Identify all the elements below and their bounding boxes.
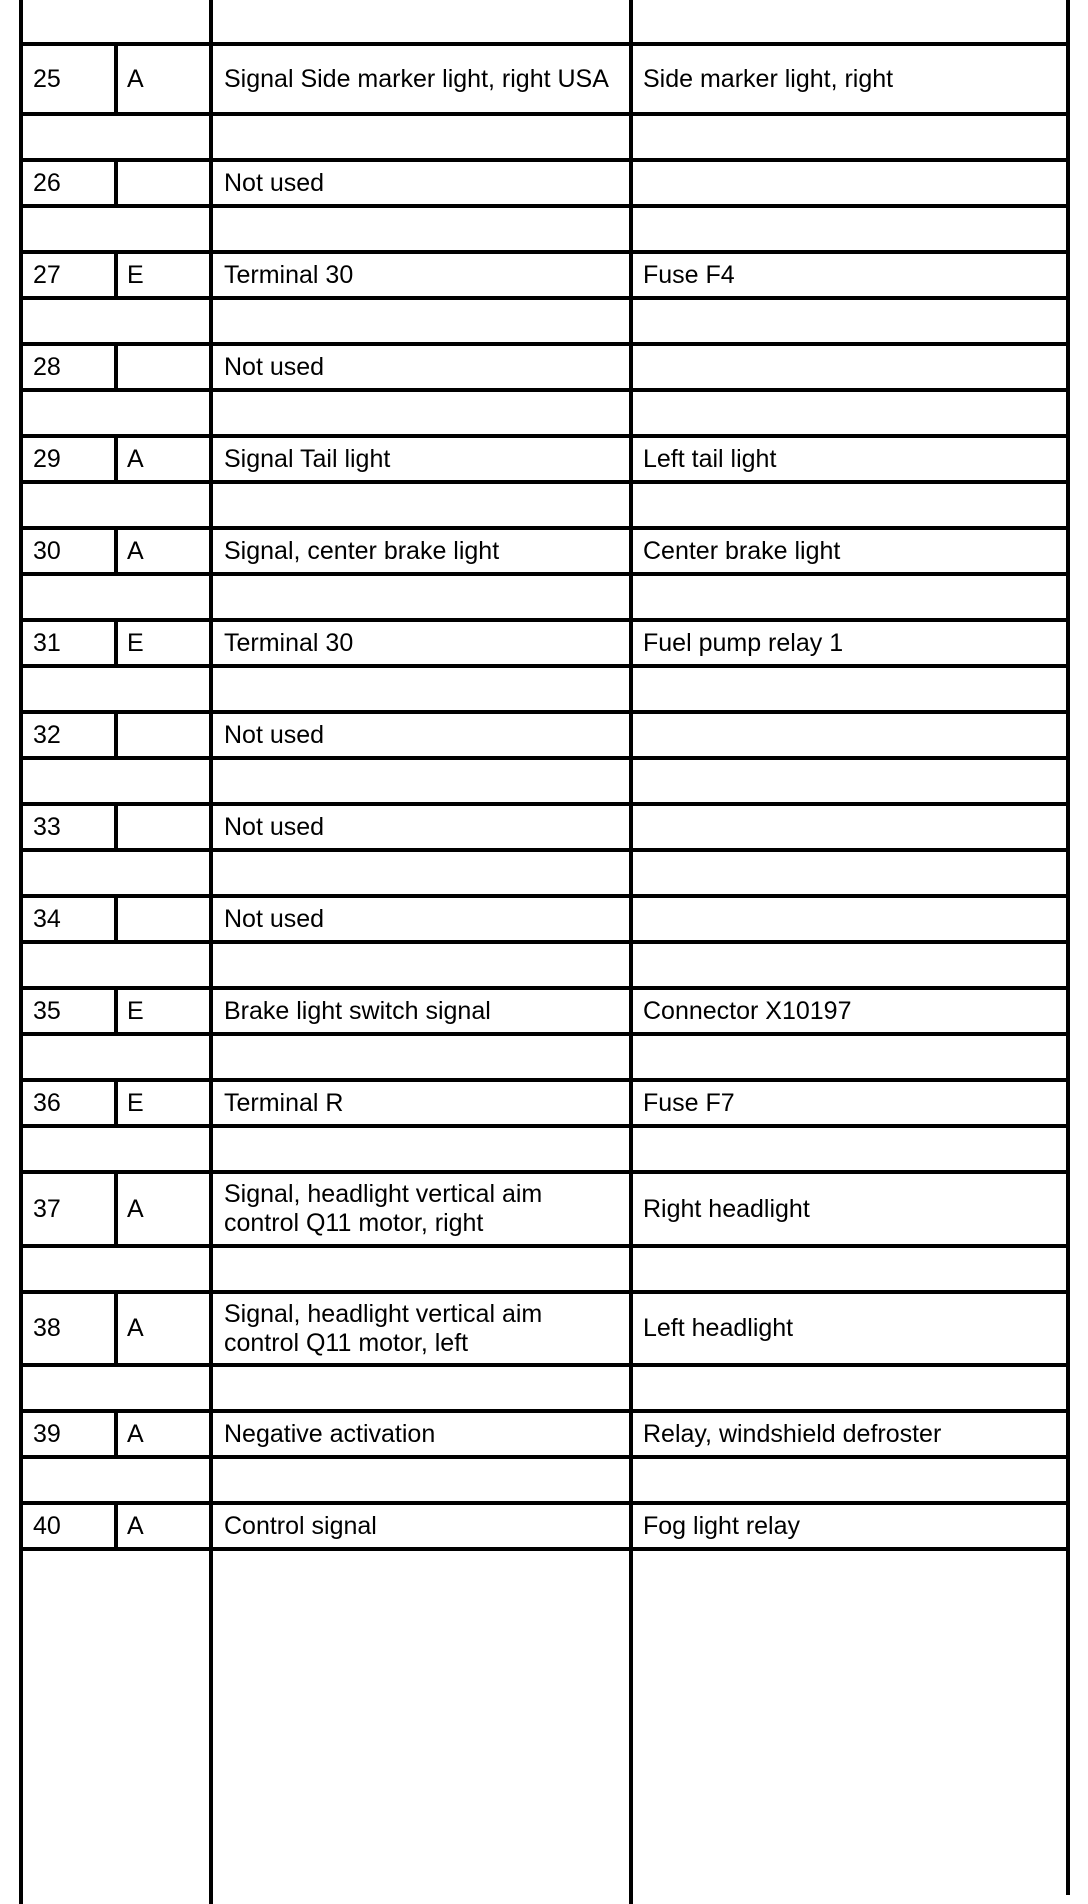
signal-description: Terminal 30 [224,628,354,657]
signal-description: Signal Tail light [224,444,391,473]
pin-number: 31 [33,628,61,657]
pin-number: 32 [33,720,61,749]
column-divider [114,898,118,940]
signal-destination: Fuse F7 [643,1088,735,1117]
column-divider [114,1294,118,1363]
row-divider [19,802,1070,806]
column-divider [19,1895,23,1904]
signal-description: Brake light switch signal [224,996,491,1025]
signal-type: E [127,260,144,289]
table-row [23,162,1066,204]
row-divider [19,204,1070,208]
signal-type: A [127,444,144,473]
table-row [23,1505,1066,1547]
signal-type: A [127,64,144,93]
signal-type: A [127,536,144,565]
signal-description: Signal, headlight vertical aim control Q11 motor, left [224,1299,543,1357]
signal-destination: Connector X10197 [643,996,852,1025]
signal-type [127,714,207,756]
pin-number: 37 [33,1194,61,1223]
signal-description: Signal, center brake light [224,536,500,565]
column-divider [209,1895,213,1904]
row-divider [19,1170,1070,1174]
row-divider [19,1501,1070,1505]
column-divider [114,1505,118,1547]
column-divider [209,0,213,1895]
signal-type: A [127,1419,144,1448]
row-divider [19,1409,1070,1413]
table-row [23,622,1066,664]
signal-destination: Fog light relay [643,1511,801,1540]
row-divider [19,572,1070,576]
pin-number: 29 [33,444,61,473]
column-divider [114,714,118,756]
table-row [23,438,1066,480]
row-divider [19,618,1070,622]
pin-number: 25 [33,64,61,93]
column-divider [114,254,118,296]
signal-description: Not used [224,904,325,933]
signal-destination [643,806,1063,848]
row-divider [19,158,1070,162]
row-divider [19,1244,1070,1248]
row-divider [19,42,1070,46]
signal-destination: Relay, windshield defroster [643,1419,942,1448]
signal-destination: Center brake light [643,536,841,565]
row-divider [19,710,1070,714]
pin-number: 35 [33,996,61,1025]
pin-number: 39 [33,1419,61,1448]
table-row [23,714,1066,756]
column-divider [114,1082,118,1124]
signal-description: Terminal 30 [224,260,354,289]
signal-description: Signal Side marker light, right USA [224,64,609,93]
pin-number: 34 [33,904,61,933]
column-divider [114,1413,118,1455]
signal-destination [643,714,1063,756]
column-divider [114,162,118,204]
row-divider [19,1455,1070,1459]
row-divider [19,1078,1070,1082]
pin-number: 38 [33,1314,61,1342]
signal-destination: Fuel pump relay 1 [643,628,844,657]
signal-destination [643,162,1063,204]
signal-destination: Right headlight [643,1194,810,1223]
row-divider [19,296,1070,300]
row-divider [19,1363,1070,1367]
column-divider [114,46,118,112]
column-divider [114,622,118,664]
signal-destination [643,346,1063,388]
table-row [23,530,1066,572]
signal-description: Negative activation [224,1419,436,1448]
pin-number: 36 [33,1088,61,1117]
table-row [23,806,1066,848]
signal-destination [643,898,1063,940]
signal-description: Not used [224,812,325,841]
signal-destination: Left tail light [643,444,777,473]
signal-type [127,346,207,388]
pin-number: 40 [33,1511,61,1540]
pin-number: 27 [33,260,61,289]
row-divider [19,940,1070,944]
signal-type [127,806,207,848]
row-divider [19,480,1070,484]
signal-description: Signal, headlight vertical aim control Q11 motor, right [224,1180,543,1237]
row-divider [19,1547,1070,1551]
table-row [23,990,1066,1032]
signal-type [127,898,207,940]
signal-description: Control signal [224,1511,377,1540]
signal-type: E [127,1088,144,1117]
row-divider [19,848,1070,852]
row-divider [19,664,1070,668]
signal-type: A [127,1511,144,1540]
column-divider [114,806,118,848]
signal-destination: Left headlight [643,1314,794,1342]
signal-destination: Fuse F4 [643,260,735,289]
row-divider [19,894,1070,898]
row-divider [19,250,1070,254]
row-divider [19,526,1070,530]
row-divider [19,434,1070,438]
table-row [23,346,1066,388]
column-divider [114,990,118,1032]
table-row [23,46,1066,112]
signal-description: Not used [224,352,325,381]
row-divider [19,1124,1070,1128]
signal-type: E [127,996,144,1025]
table-row [23,898,1066,940]
column-divider [114,1174,118,1244]
pin-number: 28 [33,352,61,381]
row-divider [19,756,1070,760]
signal-type: A [127,1194,144,1223]
pin-number: 33 [33,812,61,841]
row-divider [19,1032,1070,1036]
row-divider [19,1290,1070,1294]
table-row [23,1174,1066,1244]
column-divider [114,346,118,388]
signal-type: A [127,1314,144,1342]
table-row [23,1082,1066,1124]
pin-number: 26 [33,168,61,197]
signal-description: Terminal R [224,1088,344,1117]
column-divider [1066,0,1070,1895]
signal-description: Not used [224,720,325,749]
row-divider [19,388,1070,392]
column-divider [629,1895,633,1904]
signal-destination: Side marker light, right [643,64,894,93]
signal-type [127,162,207,204]
column-divider [114,530,118,572]
table-row [23,254,1066,296]
column-divider [629,0,633,1895]
signal-description: Not used [224,168,325,197]
pin-number: 30 [33,536,61,565]
row-divider [19,986,1070,990]
column-divider [114,438,118,480]
row-divider [19,342,1070,346]
column-divider [19,0,23,1895]
signal-type: E [127,628,144,657]
table-row [23,1294,1066,1363]
table-row [23,1413,1066,1455]
row-divider [19,112,1070,116]
